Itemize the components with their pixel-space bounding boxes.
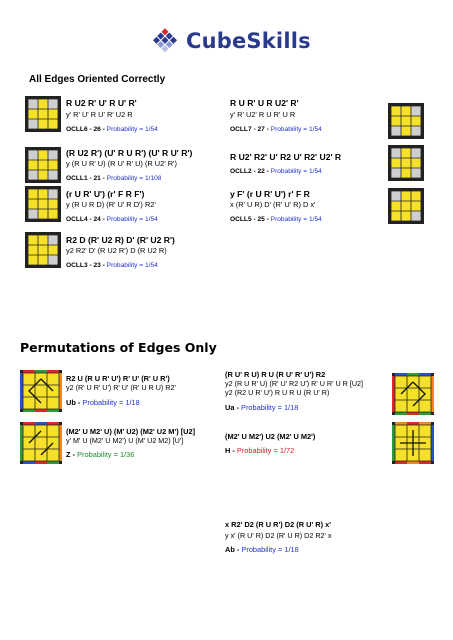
- case-name: H -: [225, 446, 237, 455]
- alg-main: R U2 R' U' R U' R': [66, 98, 137, 108]
- alg-alt: y' R' U' R U' R' U2 R: [66, 110, 133, 119]
- alg-main: R U R' U R U2' R': [230, 98, 299, 108]
- case-name-line: [66, 175, 161, 182]
- logo-text: CubeSkills: [186, 29, 311, 53]
- pll-case-diagram: [392, 422, 434, 464]
- case-name-line: [230, 126, 322, 133]
- case-probability: Probability = 1/72: [236, 446, 295, 455]
- case-name-line: [230, 216, 322, 223]
- case-probability: Probability = 1/54: [270, 216, 322, 223]
- oll-case-diagram: [388, 103, 424, 139]
- section-title-pll: Permutations of Edges Only: [20, 340, 217, 355]
- case-name: OCLL6 - 26 -: [66, 126, 107, 133]
- pll-alg-alt: y2 (R' U R' U') R' U' (R' U R U) R2': [66, 383, 176, 392]
- case-name: OCLL4 - 24 -: [66, 216, 107, 223]
- pll-case-diagram: [20, 422, 62, 464]
- case-probability: Probability = 1/54: [106, 216, 158, 223]
- oll-case-diagram: [25, 147, 61, 183]
- alg-alt: y2 R2' D' (R U2 R') D (R U2 R): [66, 246, 167, 255]
- oll-case-diagram: [25, 232, 61, 268]
- pll-case-line: [225, 446, 294, 455]
- pll-alg-alt: y x' (R U' R) D2 (R' U R) D2 R2' x: [225, 531, 332, 540]
- alg-alt: y' R' U2' R U R' U R: [230, 110, 296, 119]
- case-name: Ub -: [66, 398, 83, 407]
- pll-case-line: [66, 398, 140, 407]
- oll-case-diagram: [388, 188, 424, 224]
- case-name: Ab -: [225, 545, 242, 554]
- pll-alg-main: R2 U (R U R' U') R' U' (R' U R'): [66, 374, 170, 383]
- pll-alg-main: (M2' U M2') U2 (M2' U M2'): [225, 432, 316, 441]
- case-name-line: [66, 126, 158, 133]
- oll-case-diagram: [25, 96, 61, 132]
- pll-alg-alt: y2 (R2 U R' U') R U R U (R U' R): [225, 388, 330, 397]
- case-name-line: [66, 262, 158, 269]
- pll-case-line: [225, 545, 299, 554]
- case-probability: Probability = 1/18: [241, 403, 299, 412]
- pll-alg-main: (M2' U M2' U) (M' U2) (M2' U2 M') [U2]: [66, 427, 196, 436]
- section-title-oll: All Edges Oriented Correctly: [29, 74, 166, 85]
- pll-alg-main: x R2' D2 (R U R') D2 (R U' R) x': [225, 520, 331, 529]
- pll-case-diagram: [392, 373, 434, 415]
- pll-case-line: [225, 403, 298, 412]
- case-name: Ua -: [225, 403, 242, 412]
- cube-grid-icon: [148, 26, 182, 56]
- alg-main: (R U2 R') (U' R U R') (U' R U' R'): [66, 148, 193, 158]
- case-probability: Probability = 1/54: [106, 126, 158, 133]
- case-name: OCLL7 - 27 -: [230, 126, 271, 133]
- pll-case-line: [66, 450, 134, 459]
- pll-alg-alt: y' M' U (M2' U M2') U (M' U2 M2) [U']: [66, 436, 184, 445]
- alg-alt: y (R U R' U) (R U' R' U) (R U2' R'): [66, 159, 177, 168]
- case-probability: Probability = 1/18: [241, 545, 299, 554]
- case-name: OCLL5 - 25 -: [230, 216, 271, 223]
- case-probability: Probability = 1/18: [82, 398, 140, 407]
- case-probability: Probability = 1/54: [270, 168, 322, 175]
- logo: [148, 26, 328, 56]
- oll-case-diagram: [388, 145, 424, 181]
- case-name: OCLL2 - 22 -: [230, 168, 271, 175]
- case-probability: Probability = 1/54: [106, 262, 158, 269]
- pll-alg-alt: y2 (R U R' U) (R' U' R2 U') R' U R' U R [U2]: [225, 379, 364, 388]
- oll-case-diagram: [25, 186, 61, 222]
- case-probability: Probability = 1/36: [77, 450, 135, 459]
- alg-alt: x (R' U R) D' (R' U' R) D x': [230, 200, 316, 209]
- case-probability: Probability = 1/54: [270, 126, 322, 133]
- case-name-line: [230, 168, 322, 175]
- case-name-line: [66, 216, 158, 223]
- pll-case-diagram: [20, 370, 62, 412]
- case-name: OCLL1 - 21 -: [66, 175, 107, 182]
- case-name: OCLL3 - 23 -: [66, 262, 107, 269]
- alg-alt: y (R U R D) (R' U' R D') R2': [66, 200, 156, 209]
- alg-main: R2 D (R' U2 R) D' (R' U2 R'): [66, 235, 175, 245]
- case-probability: Probability = 1/108: [106, 175, 162, 182]
- pll-alg-main: (R U' R U) R U (R U' R' U') R2: [225, 370, 326, 379]
- case-name: Z -: [66, 450, 78, 459]
- alg-main: y F' (r U R' U') r' F R: [230, 189, 310, 199]
- alg-main: R U2' R2' U' R2 U' R2' U2' R: [230, 152, 342, 162]
- alg-main: (r U R' U') (r' F R F'): [66, 189, 145, 199]
